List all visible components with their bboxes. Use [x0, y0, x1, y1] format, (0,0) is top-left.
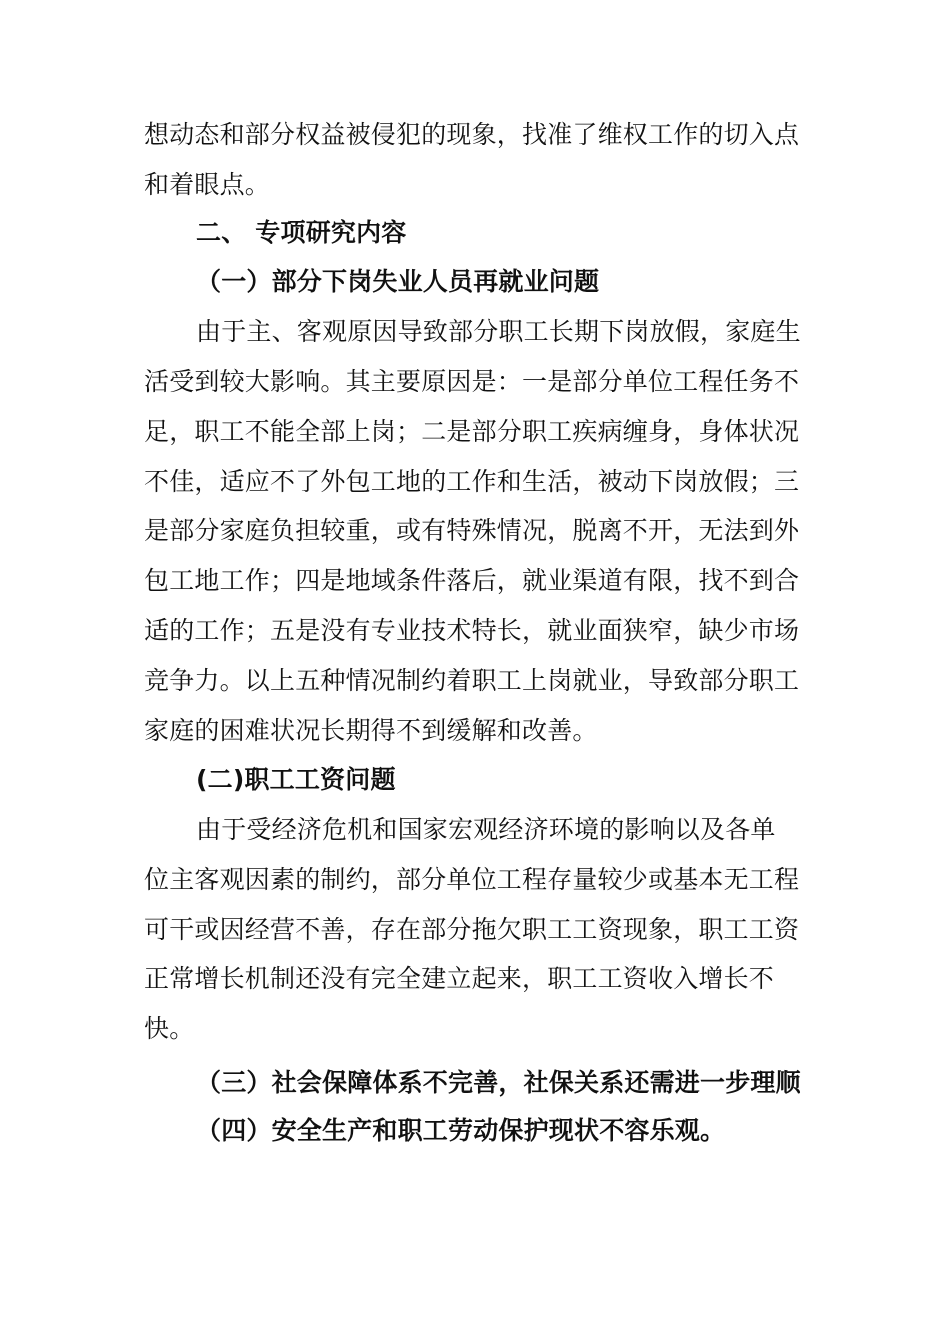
paragraph-line: 和着眼点。: [144, 170, 271, 199]
paragraph-line: 适的工作；五是没有专业技术特长，就业面狭窄，缺少市场: [144, 616, 800, 645]
paragraph-line: 想动态和部分权益被侵犯的现象，找准了维权工作的切入点: [144, 120, 800, 149]
subsection-heading: （三）社会保障体系不完善，社保关系还需进一步理顺: [196, 1068, 801, 1097]
paragraph-line: 由于受经济危机和国家宏观经济环境的影响以及各单: [196, 815, 776, 844]
paragraph-line: 快。: [144, 1014, 195, 1043]
paragraph-line: 位主客观因素的制约，部分单位工程存量较少或基本无工程: [144, 865, 800, 894]
paragraph-line: 正常增长机制还没有完全建立起来，职工工资收入增长不: [144, 964, 775, 993]
paragraph-line: 不佳，适应不了外包工地的工作和生活，被动下岗放假；三: [144, 467, 800, 496]
paragraph-line: 家庭的困难状况长期得不到缓解和改善。: [144, 716, 598, 745]
section-heading: 二、 专项研究内容: [196, 218, 407, 247]
paragraph-line: 足，职工不能全部上岗；二是部分职工疾病缠身，身体状况: [144, 417, 800, 446]
paragraph-line: 活受到较大影响。其主要原因是：一是部分单位工程任务不: [144, 367, 800, 396]
subsection-heading: （一）部分下岗失业人员再就业问题: [196, 267, 600, 296]
paragraph-line: 可干或因经营不善，存在部分拖欠职工工资现象，职工工资: [144, 915, 800, 944]
paragraph-line: 是部分家庭负担较重，或有特殊情况，脱离不开，无法到外: [144, 516, 800, 545]
paragraph-line: 包工地工作；四是地域条件落后，就业渠道有限，找不到合: [144, 566, 800, 595]
paragraph-line: 竞争力。以上五种情况制约着职工上岗就业，导致部分职工: [144, 666, 800, 695]
paragraph-line: 由于主、客观原因导致部分职工长期下岗放假，家庭生: [196, 317, 801, 346]
subsection-heading: (二)职工工资问题: [196, 765, 396, 794]
subsection-heading: （四）安全生产和职工劳动保护现状不容乐观。: [196, 1116, 726, 1145]
